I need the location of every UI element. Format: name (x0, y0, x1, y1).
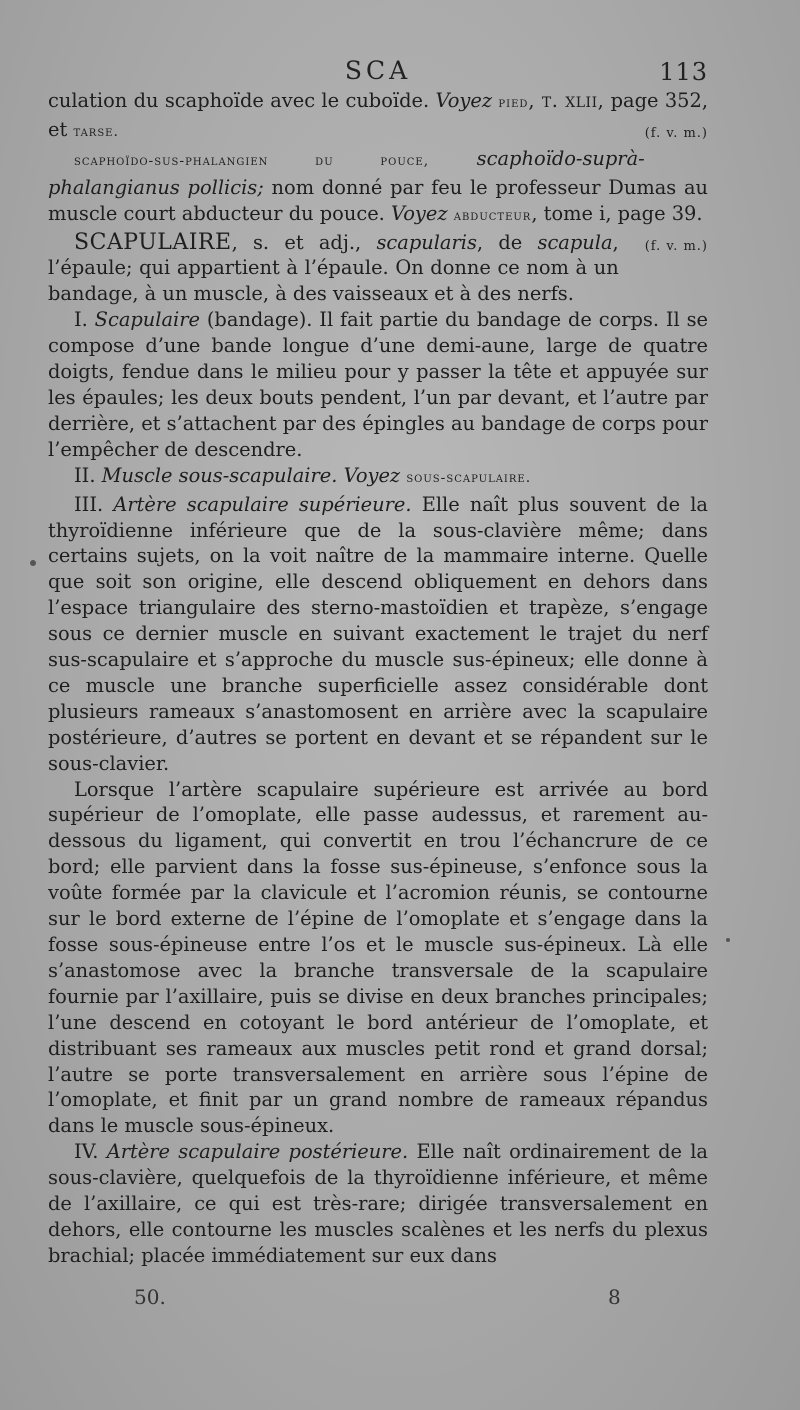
section-muscle (48, 463, 708, 492)
entry-etymology-prefix: , de (476, 230, 523, 254)
author-initials: (f. v. m.) (644, 125, 708, 141)
voyez-label: Voyez (343, 463, 401, 487)
section-term: Scapulaire (94, 308, 200, 332)
section-artere-superieure-cont (48, 777, 708, 1140)
cross-ref-abducteur: abducteur (453, 207, 532, 224)
entry-reference: , tome i, page 39. (531, 201, 703, 225)
section-text: Lorsque l’artère scapulaire supérieure est arrivée au bord supérieur de l’omoplate, elle passe audessus, et rarement au-dessous du ligament, qui convertit en trou l’échancrure de ce bord; elle parvient dans la fosse sus-épineuse, s’enfonce sous la voûte formée par la clavicule et l’acromion réunis, se contourne sur le bord externe de l’épine de l’omoplate et s’engage dans la fosse sous-épineuse entre l’os et le muscle sus-épineux. Là elle s’anastomose avec la branche transversale de la scapulaire fournie par l’axillaire, puis se divise en deux branches principales; l’une descend en cotoyant le bord antérieur de l’omoplate, et distribuant ses rameaux aux muscles petit rond et grand dorsal; l’autre se porte transversalement en arrière sous l’épine de l’omoplate, et finit par un grand nombre de rameaux répandus dans le muscle sous-épineux. (48, 777, 708, 1138)
voyez-label: Voyez (391, 201, 448, 225)
entry-scapulaire (48, 230, 708, 308)
section-number: II. (74, 463, 96, 487)
entry-grammar: , s. et adj., (231, 230, 362, 254)
entry-latin: scaphoïdo-suprà-phalangianus pollicis; (48, 146, 645, 199)
section-term: Artère scapulaire postérieure. (106, 1140, 409, 1164)
paper-speck (726, 938, 730, 942)
voyez-label: Voyez (435, 89, 493, 112)
cross-ref-pied-tail: , t. xlii, (528, 89, 605, 112)
author-initials: (f. v. m.) (644, 238, 708, 254)
paper-speck (30, 560, 36, 566)
entry-etymon: scapula (537, 230, 613, 254)
section-artere-superieure (48, 492, 708, 777)
section-text: Elle naît ordinairement de la sous-clavière, quelquefois de la thyroïdienne inférieure, et même de l’axillaire, ce qui est très-rare; dirigée transversalement en dehors, elle contourne les muscles scalènes et les nerfs du plexus brachial; placée immédiatement sur eux dans (48, 1140, 708, 1267)
section-text: (bandage). Il fait partie du bandage de corps. Il se compose d’une bande longue d’une demi-aune, large de quatre doigts, fendue dans le milieu pour y passer la tête et appuyée sur les épaules; les deux bouts pendent, l’un par devant, et l’autre par derrière, et s’attachent par des épingles au bandage de corps pour l’empêcher de descendre. (48, 308, 709, 461)
section-artere-posterieure (48, 1139, 708, 1269)
gathering-signature: 8 (608, 1285, 621, 1309)
entry-definition: nom donné par feu le professeur Dumas au muscle court abducteur du pouce. (48, 175, 709, 225)
running-head: SCA (344, 56, 412, 85)
entry-headword: SCAPULAIRE (74, 229, 232, 255)
entry-term: scaphoïdo-sus-phalangien du pouce, (74, 152, 430, 169)
section-term: Artère scapulaire supérieure. (113, 492, 412, 516)
page-number: 113 (659, 58, 708, 86)
page-footer (48, 1285, 708, 1315)
cross-ref-sous-scapulaire: sous-scapulaire. (406, 469, 532, 486)
continuation-page: page 352, et (48, 89, 709, 141)
section-bandage (48, 307, 708, 462)
section-text: Elle naît plus souvent de la thyroïdienne inférieure que de la sous-clavière même; dans certains sujets, on la voit naître de la mammaire interne. Quelle que soit son origine, elle descend obliquement en dehors dans l’espace triangulaire des sterno-mastoïdien et trapèze, s’engage sous ce dernier muscle en suivant exactement le trajet du nerf sus-scapulaire et s’approche du muscle sus-épineux; elle donne à ce muscle une branche superficielle assez considérable dont plusieurs rameaux s’anastomosent en arrière avec la scapulaire postérieure, d’autres se portent en devant et se répandent sur le sous-clavier. (48, 492, 708, 775)
section-number: III. (74, 492, 104, 516)
page-header (48, 50, 708, 90)
cross-ref-pied: pied (498, 95, 529, 111)
cross-ref-tarse: tarse. (73, 123, 119, 140)
section-number: I. (74, 308, 88, 332)
continuation-text: culation du scaphoïde avec le cuboïde. (48, 89, 430, 112)
entry-latin: scapularis (376, 230, 477, 254)
dictionary-text (48, 88, 708, 1269)
volume-signature: 50. (134, 1285, 166, 1309)
section-number: IV. (74, 1140, 99, 1164)
entry-definition: , l’épaule; qui appartient à l’épaule. On donne ce nom à un bandage, à un muscle, à des vaisseaux et à des nerfs. (48, 230, 619, 306)
section-term: Muscle sous-scapulaire. (101, 463, 338, 487)
entry-continuation (48, 88, 708, 146)
